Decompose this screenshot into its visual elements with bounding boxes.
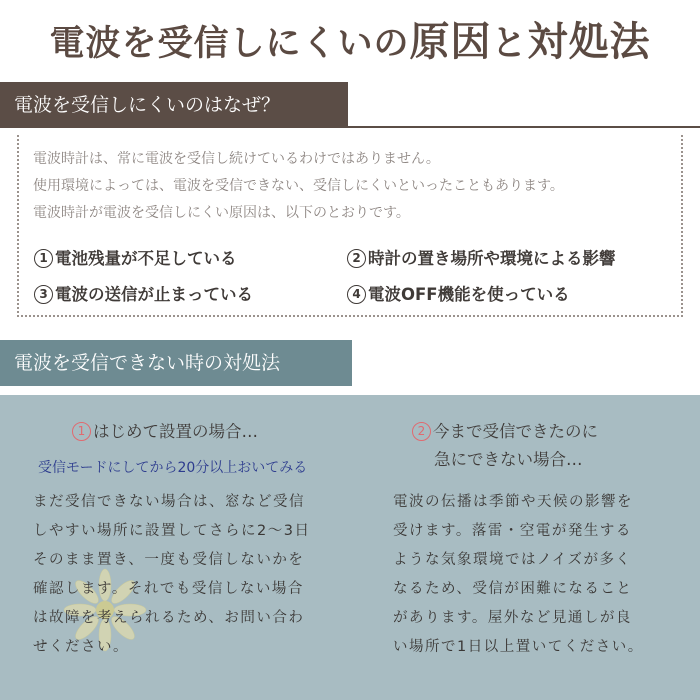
reason-number: 4 [347,285,366,304]
body-line: そのまま置き、一度も受信しないかを [33,552,305,568]
title-part-3: と [491,23,528,64]
body-line: なるため、受信が困難になること [393,581,633,597]
reason-item [34,281,253,305]
body-line: い場所で1日以上置いてください。 [393,639,644,655]
right-case-title [412,418,598,442]
title-part-2: 原因 [409,18,492,65]
page-title [0,10,700,67]
section2-heading: 電波を受信できない時の対処法 [0,340,352,386]
section1-divider [0,126,700,128]
intro-line: 電波時計が電波を受信しにくい原因は、以下のとおりです。 [33,205,410,221]
reason-text: 電池残量が不足している [55,249,237,268]
reason-item [347,281,570,305]
body-line: があります。屋外など見通しが良 [393,610,632,626]
section1-heading: 電波を受信しにくいのはなぜ？ [0,82,348,128]
title-part-1: 電波を受信しにくいの [49,23,410,64]
case-number: 1 [72,422,91,441]
body-line: 受けます。落雷・空電が発生する [393,523,632,539]
case-title-text: 今まで受信できたのに [433,422,598,441]
right-case-body [393,488,644,662]
reason-number: 3 [34,285,53,304]
case-number: 2 [412,422,431,441]
reason-text: 時計の置き場所や環境による影響 [368,249,616,268]
left-case-highlight: 受信モードにしてから20分以上おいてみる [38,460,308,476]
reason-number: 2 [347,249,366,268]
reason-item [34,245,237,269]
case-title-text: はじめて設置の場合… [93,422,258,441]
right-case-title-line2: 急にできない場合… [434,450,583,469]
reason-number: 1 [34,249,53,268]
title-part-4: 対処法 [527,18,651,65]
intro-line: 使用環境によっては、電波を受信できない、受信しにくいといったこともあります。 [33,178,564,194]
left-case-title [72,418,258,442]
reason-text: 電波OFF機能を使っている [368,285,570,304]
body-line: は故障を考えられるため、お問い合わ [33,610,305,626]
body-line: しやすい場所に設置してさらに2～3日 [33,523,311,539]
body-line: 確認します。それでも受信しない場合 [33,581,304,597]
intro-line: 電波時計は、常に電波を受信し続けているわけではありません。 [33,151,440,167]
body-line: 電波の伝播は季節や天候の影響を [393,494,633,510]
section1-intro [33,146,693,227]
reason-item [347,245,616,269]
body-line: ような気象環境ではノイズが多く [393,552,632,568]
body-line: せください。 [33,639,129,655]
body-line: まだ受信できない場合は、窓など受信 [33,494,305,510]
left-case-body [33,488,310,662]
reason-text: 電波の送信が止まっている [55,285,253,304]
